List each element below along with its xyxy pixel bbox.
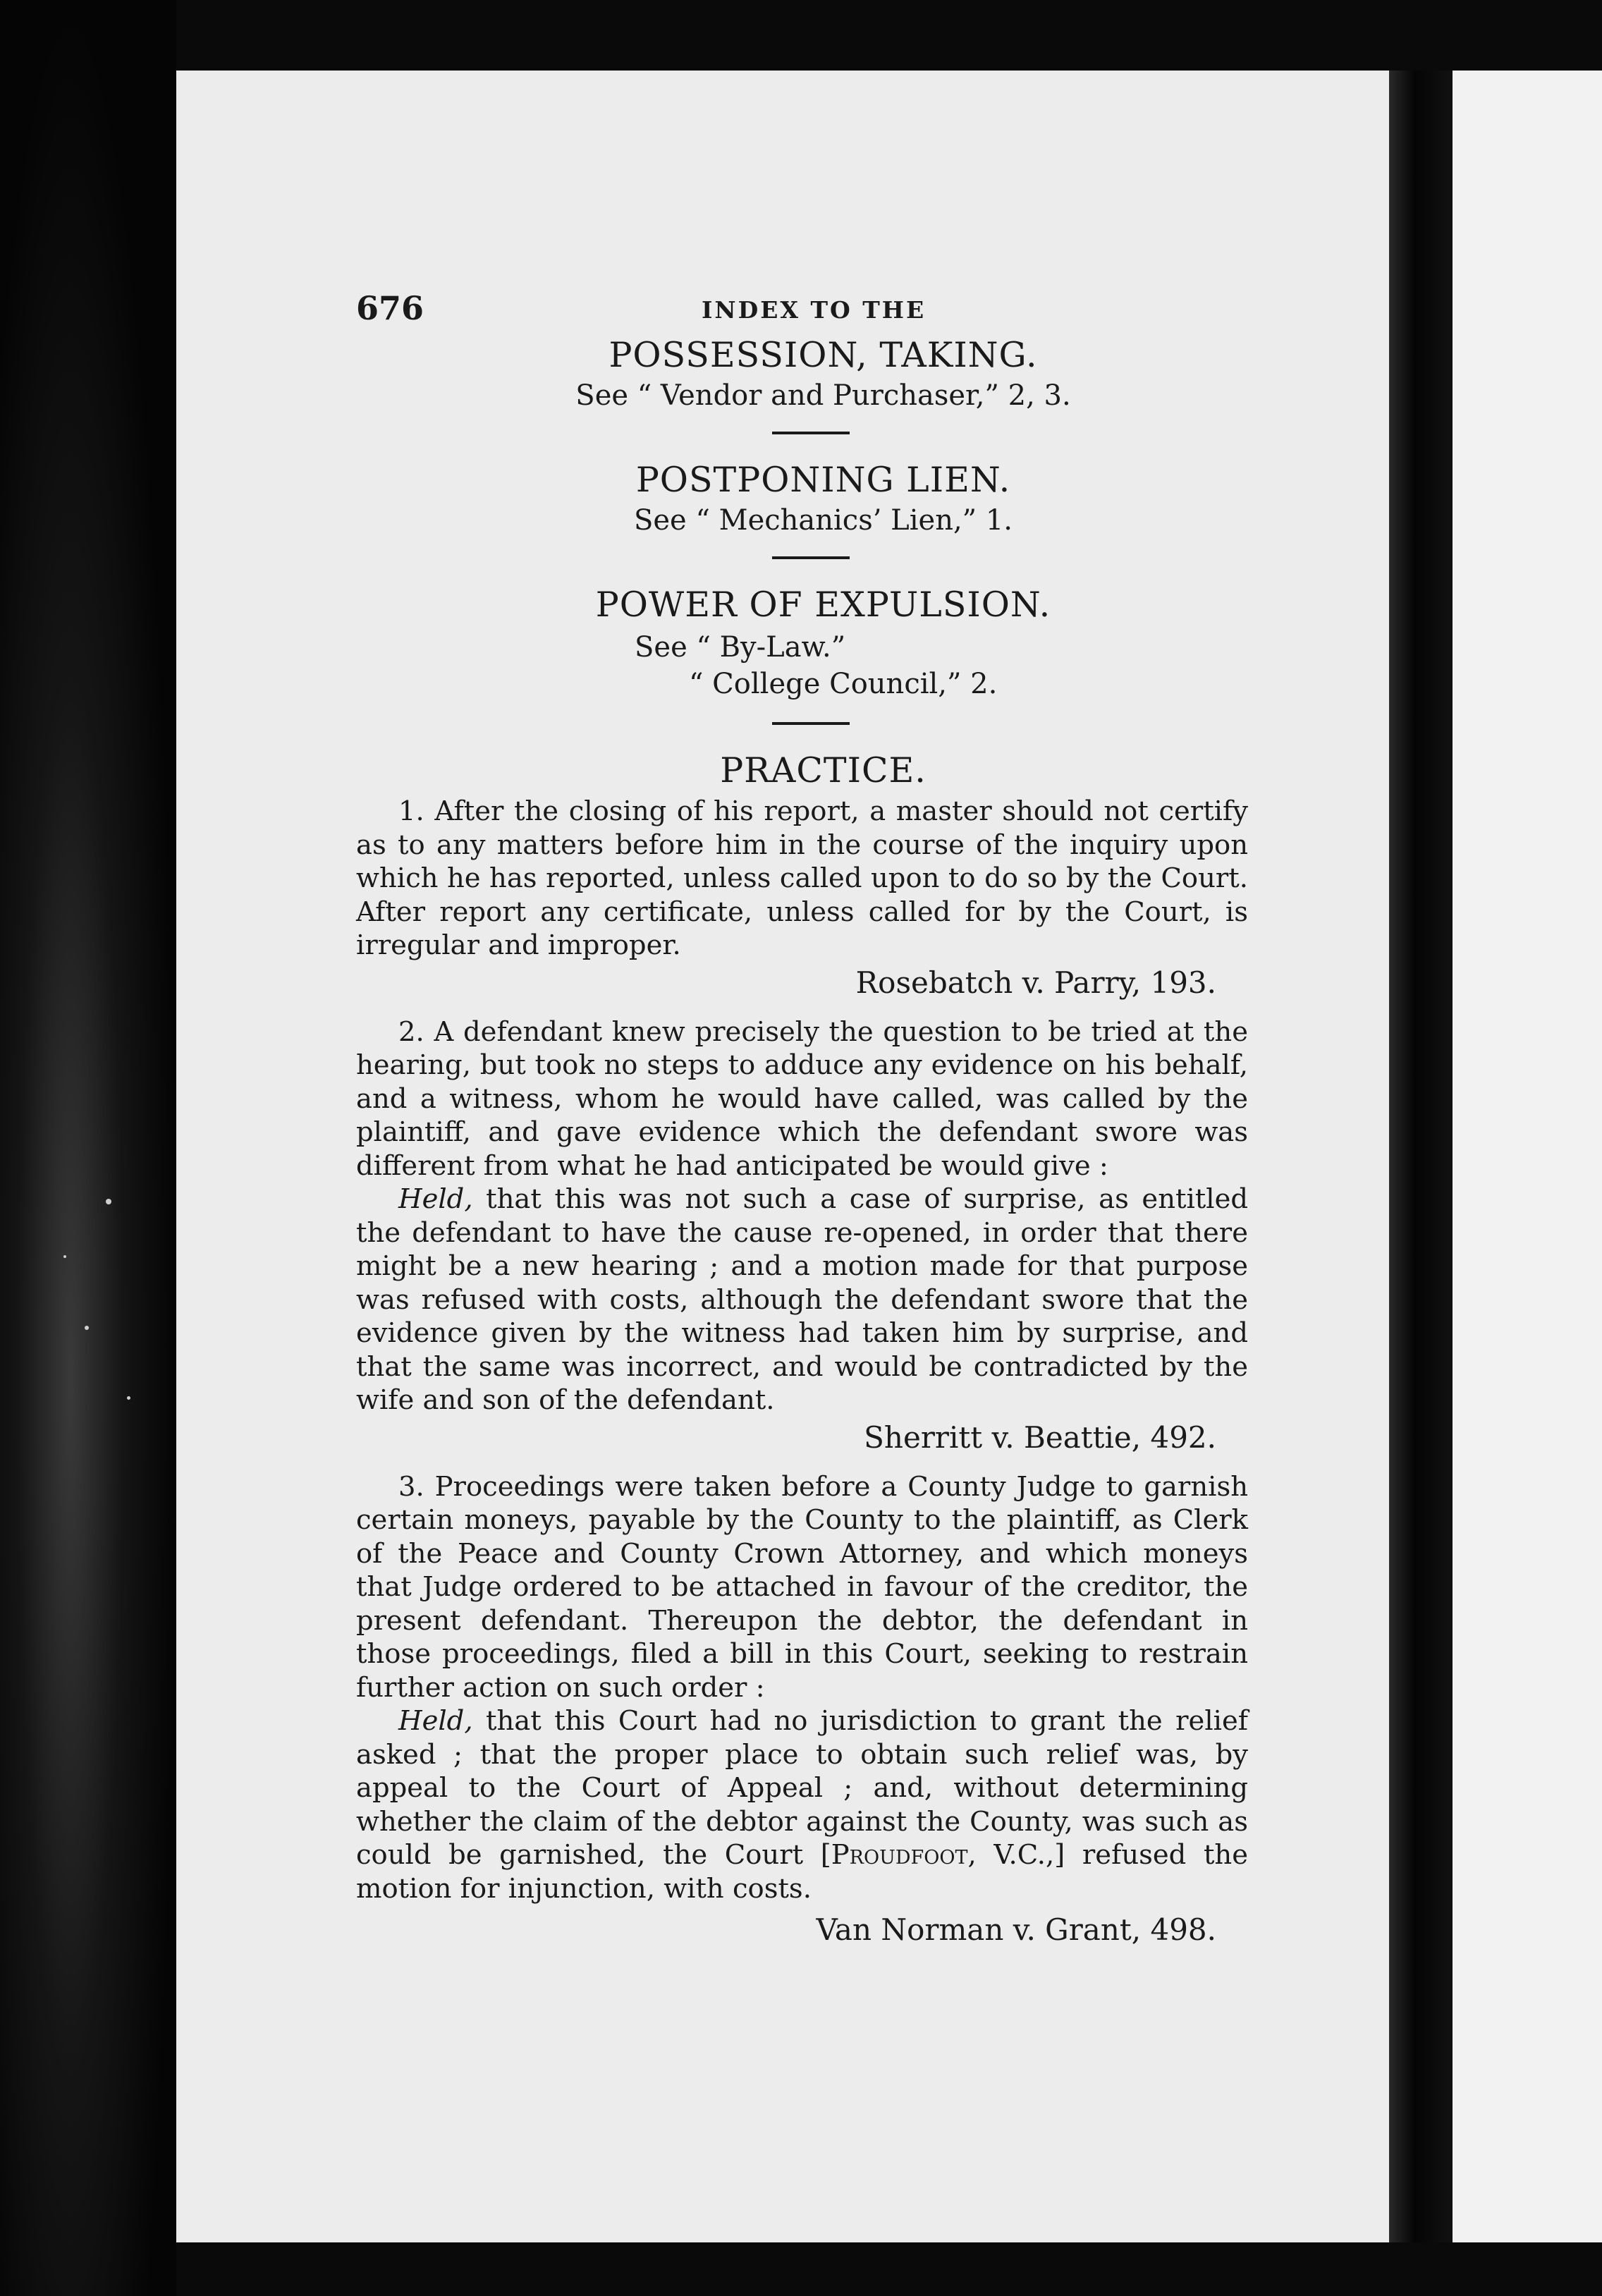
page-header [356, 279, 1248, 335]
judge-name: Proudfoot [831, 1839, 968, 1871]
section-rule [772, 432, 850, 434]
entry-heading: PRACTICE. [720, 750, 927, 790]
entry-postponing-lien [356, 460, 1248, 537]
entry-heading: POWER OF EXPULSION. [595, 585, 1051, 625]
scan-speck [85, 1326, 89, 1330]
paragraph-3: 3. Proceedings were taken before a County Judge to garnish certain moneys, payable by the County to the plaintiff, as Clerk of the Peace and County Crown Attorney, and which moneys that Judge ordered to be attached in favour of the creditor, the present defendant. Thereupon the debtor, the defendant in those proceedings, filed a bill in this Court, seeking to restrain further action on such order : [356, 1470, 1248, 1704]
see-reference-line: See “ By-Law.” [635, 631, 846, 664]
facing-page-edge [1453, 71, 1602, 2242]
see-reference: See “ Mechanics’ Lien,” 1. [633, 504, 1013, 537]
held-label: Held, [398, 1705, 473, 1737]
section-rule [772, 722, 850, 725]
scan-speck [63, 1255, 66, 1258]
scan-speck [127, 1396, 130, 1400]
paragraph-2: 2. A defendant knew precisely the question to be tried at the hearing, but took no steps to adduce any evidence on his behalf, and a witness, whom he would have called, was called by the plaintiff, and gave evidence which the defendant swore was different from what he had anticipated be would give : [356, 1015, 1248, 1182]
page-content [356, 279, 1248, 1962]
page-number: 676 [356, 289, 424, 327]
case-citation: Rosebatch v. Parry, 193. [855, 965, 1216, 1000]
scan-border-left [0, 0, 176, 2296]
paragraph-2-held [356, 1183, 1248, 1417]
case-citation: Van Norman v. Grant, 498. [816, 1912, 1216, 1947]
scan-speck [106, 1199, 111, 1204]
see-reference-line: “ College Council,” 2. [689, 668, 998, 700]
entry-possession [356, 335, 1248, 412]
held-text: that this was not such a case of surprise, as entitled the defendant to have the cause re-opened, in order that there might be a new hearing ; and a motion made for that purpose was refused with costs, although the defendant swore that the evidence given by the witness had taken him by surprise, and that the same was incorrect, and would be contradicted by the wife and son of the defendant. [356, 1183, 1248, 1416]
paragraph-3-held [356, 1704, 1248, 1905]
see-reference [356, 629, 1248, 702]
held-label: Held, [398, 1183, 473, 1215]
entry-practice [356, 750, 1248, 1947]
running-head: INDEX TO THE [702, 296, 927, 324]
entry-heading: POSSESSION, TAKING. [609, 335, 1038, 375]
held-text: , V.C.,] refused the motion for injunction, with costs. [356, 1839, 1248, 1905]
entry-power-of-expulsion [356, 585, 1248, 702]
section-rule [772, 556, 850, 559]
case-citation: Sherritt v. Beattie, 492. [864, 1419, 1216, 1455]
page-gutter [1389, 71, 1453, 2242]
paragraph-1: 1. After the closing of his report, a master should not certify as to any matters before him in the course of the inquiry upon which he has reported, unless called upon to do so by the Court. After report any certificate, unless called for by the Court, is irregular and improper. [356, 795, 1248, 961]
see-reference: See “ Vendor and Purchaser,” 2, 3. [575, 379, 1071, 412]
held-text: that this Court had no jurisdiction to grant the relief asked ; that the proper place to obtain such relief was, by appeal to the Court of Appeal ; and, without determining whether the claim of the debtor against the County, was such as could be garnished, the Court [ [356, 1705, 1248, 1871]
entry-heading: POSTPONING LIEN. [635, 460, 1011, 500]
